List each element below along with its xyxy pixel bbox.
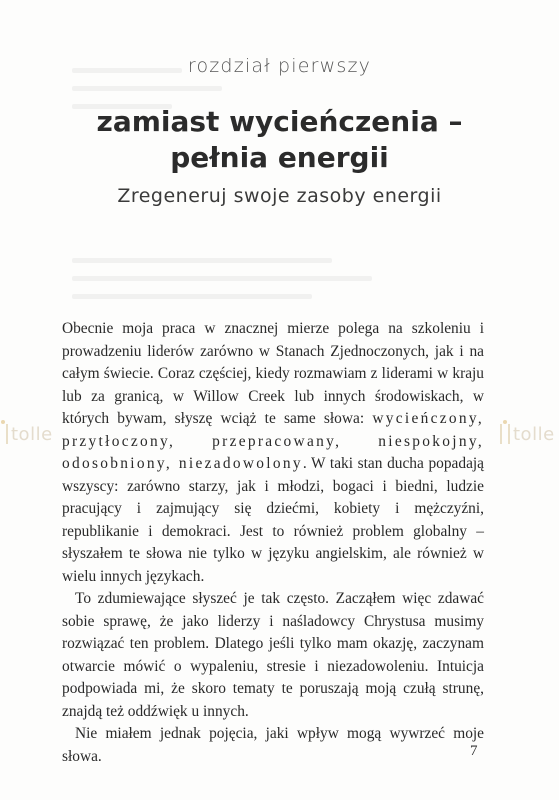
chapter-title-line: zamiast wycieńczenia – [96,105,463,138]
paragraph: To zdumiewające słyszeć je tak często. Zacząłem więc zdawać sobie sprawę, że jako liderzy i naśladowcy Chrystusa musimy rozwiązać ten problem. Dlatego jeśli tylko mam okazję, zaczynam otwarcie mówić o wypaleniu, stresie i niezadowoleniu. Intuicja podpowiada mi, że skoro tematy te poruszają moją czułą strunę, znajdą też oddźwięk u innych. [62,590,484,720]
emphasized-word-list: wycieńczony, przytłoczony, przepracowany, niespokojny, odosobniony, niezadowolony [62,410,484,472]
chapter-title [0,104,559,176]
watermark-left [0,421,53,447]
watermark-right [500,421,555,447]
paragraph-text: . W taki stan ducha popadają wszyscy: zarówno starzy, jak i młodzi, bogaci i biedni, ludzie pracujący i zajmujący się dziećmi, kobiety i mężczyźni, republikanie i demokraci. Jest to również problem globalny – słyszałem te słowa nie tylko w języku angielskim, ale również w wielu innych językach. [62,455,485,585]
bleed-through-line [72,258,332,263]
bleed-through-line [72,294,312,299]
watermark-text: tolle [11,423,53,445]
paragraph [62,318,484,588]
bleed-through-line [72,276,372,281]
chapter-subtitle: Zregeneruj swoje zasoby energii [117,185,442,207]
bleed-through-line [72,86,222,91]
body-text [62,318,484,768]
paragraph-text: Obecnie moja praca w znacznej mierze polega na szkoleniu i prowadzeniu liderów zarówno w Stanach Zjednoczonych, jak i na całym świecie. Coraz częściej, kiedy rozmawiam z liderami w kraju lub za granicą, w Willow Creek lub innych środowiskach, w których bywam, słyszę wciąż te same słowa: [62,320,484,427]
lighthouse-icon [500,424,510,444]
page-number: 7 [470,743,478,759]
watermark-text: tolle [513,423,555,445]
lighthouse-icon [0,424,8,444]
chapter-label: rozdział pierwszy [187,55,372,77]
chapter-title-line: pełnia energii [170,141,389,174]
paragraph: Nie miałem jednak pojęcia, jaki wpływ mogą wywrzeć moje słowa. [62,725,484,765]
